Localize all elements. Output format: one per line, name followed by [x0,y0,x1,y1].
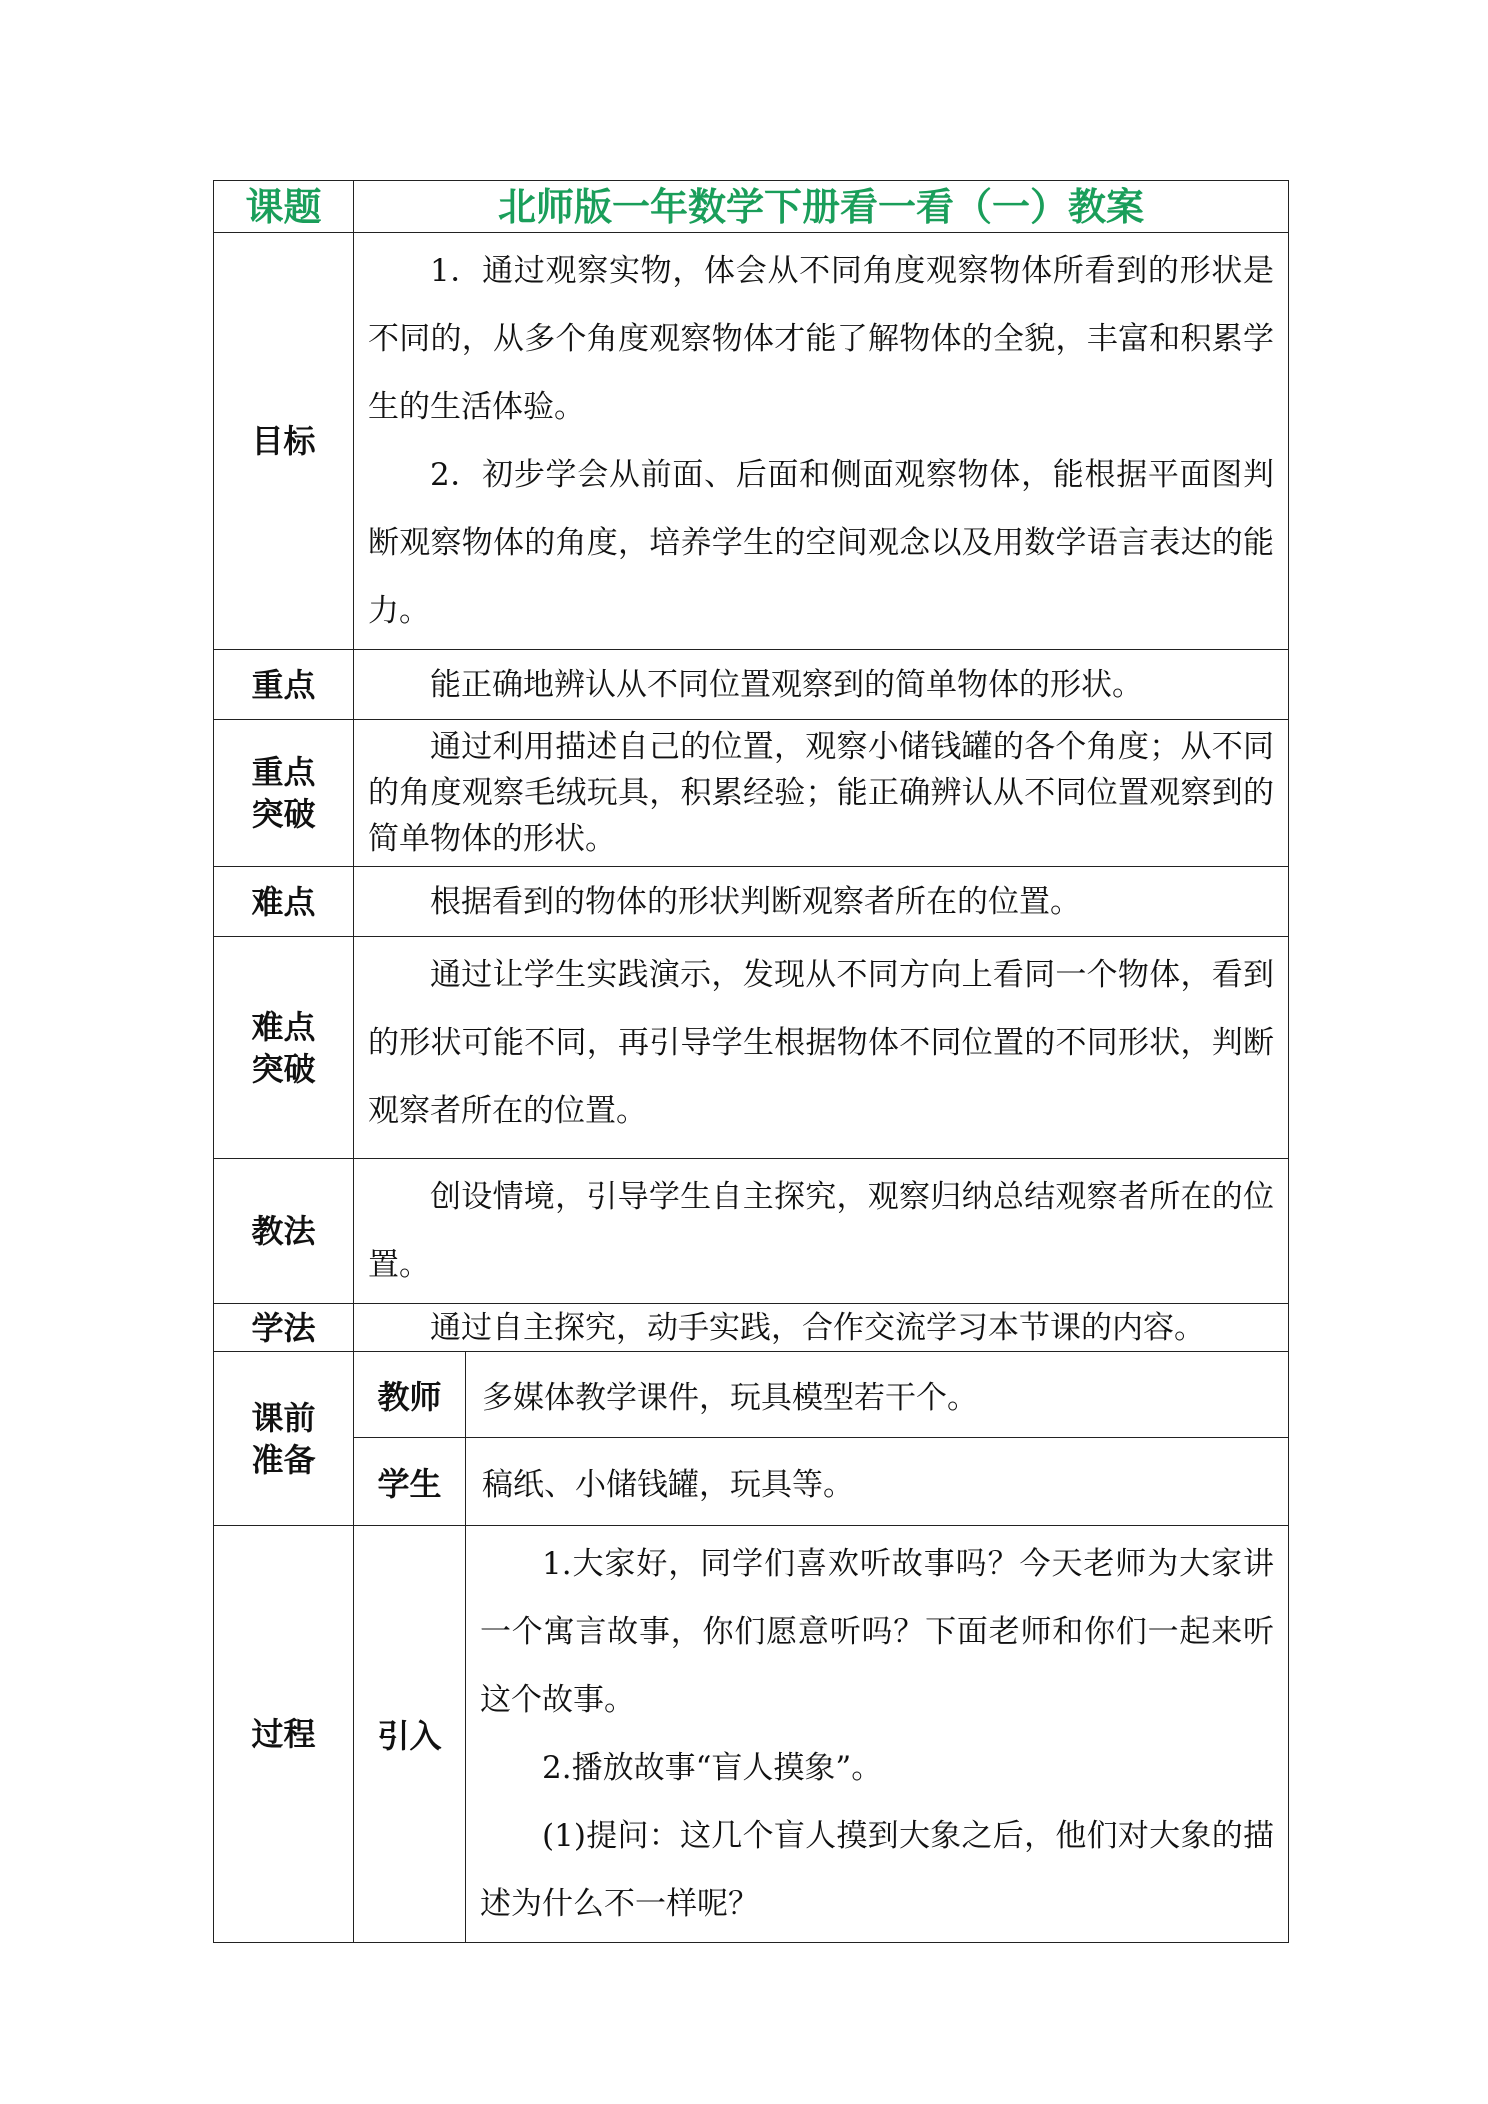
key-break-text: 通过利用描述自己的位置，观察小储钱罐的各个角度；从不同的角度观察毛绒玩具，积累经验；能正确辨认从不同位置观察到的简单物体的形状。 [368,729,1275,857]
prep-student-row [214,1438,1289,1526]
key-break-row [214,720,1289,867]
lesson-plan-table [213,180,1289,1943]
key-label: 重点 [214,650,354,720]
difficult-break-label-line-1: 难点 [251,1007,316,1046]
difficult-break-text: 通过让学生实践演示，发现从不同方向上看同一个物体，看到的形状可能不同，再引导学生根据物体不同位置的不同形状，判断观察者所在的位置。 [368,957,1275,1129]
method-content [354,1159,1289,1304]
method-row [214,1159,1289,1304]
difficult-content [354,867,1289,937]
prep-label [214,1352,354,1526]
difficult-text: 根据看到的物体的形状判断观察者所在的位置。 [430,883,1081,920]
process-paragraph-2: 2.播放故事“盲人摸象”。 [542,1750,883,1786]
goal-content [354,233,1289,650]
document-title: 北师版一年数学下册看一看（一）教案 [354,181,1289,233]
title-label: 课题 [214,181,354,233]
difficult-label: 难点 [214,867,354,937]
prep-teacher-label: 教师 [354,1352,466,1438]
process-label: 过程 [214,1526,354,1943]
goal-row [214,233,1289,650]
title-row [214,181,1289,233]
goal-label: 目标 [214,233,354,650]
process-sub-label: 引入 [354,1526,466,1943]
key-row [214,650,1289,720]
learn-row [214,1304,1289,1352]
method-text: 创设情境，引导学生自主探究，观察归纳总结观察者所在的位置。 [368,1179,1275,1283]
learn-label: 学法 [214,1304,354,1352]
key-text: 能正确地辨认从不同位置观察到的简单物体的形状。 [430,666,1143,703]
prep-label-line-1: 课前 [251,1398,316,1437]
goal-paragraph-1: 1．通过观察实物，体会从不同角度观察物体所看到的形状是不同的，从多个角度观察物体才能了解物体的全貌，丰富和积累学生的生活体验。 [368,253,1275,425]
learn-text: 通过自主探究，动手实践，合作交流学习本节课的内容。 [430,1309,1205,1346]
learn-content [354,1304,1289,1352]
process-content [466,1526,1289,1943]
process-paragraph-1: 1.大家好，同学们喜欢听故事吗？今天老师为大家讲一个寓言故事，你们愿意听吗？下面老师和你们一起来听这个故事。 [480,1546,1275,1718]
method-label: 教法 [214,1159,354,1304]
prep-student-text: 稿纸、小储钱罐，玩具等。 [466,1438,1289,1526]
key-break-content [354,720,1289,867]
key-break-label [214,720,354,867]
difficult-break-row [214,937,1289,1159]
lesson-plan-document [213,180,1288,1943]
prep-teacher-text: 多媒体教学课件，玩具模型若干个。 [466,1352,1289,1438]
process-row [214,1526,1289,1943]
difficult-break-label-line-2: 突破 [251,1049,316,1088]
goal-paragraph-2: 2．初步学会从前面、后面和侧面观察物体，能根据平面图判断观察物体的角度，培养学生的空间观念以及用数学语言表达的能力。 [368,457,1275,629]
difficult-break-content [354,937,1289,1159]
process-paragraph-3: (1)提问：这几个盲人摸到大象之后，他们对大象的描述为什么不一样呢？ [480,1818,1275,1922]
difficult-row [214,867,1289,937]
prep-teacher-row [214,1352,1289,1438]
key-break-label-line-2: 突破 [251,795,316,833]
difficult-break-label [214,937,354,1159]
prep-student-label: 学生 [354,1438,466,1526]
key-break-label-line-1: 重点 [251,753,316,791]
key-content [354,650,1289,720]
prep-label-line-2: 准备 [251,1440,316,1479]
